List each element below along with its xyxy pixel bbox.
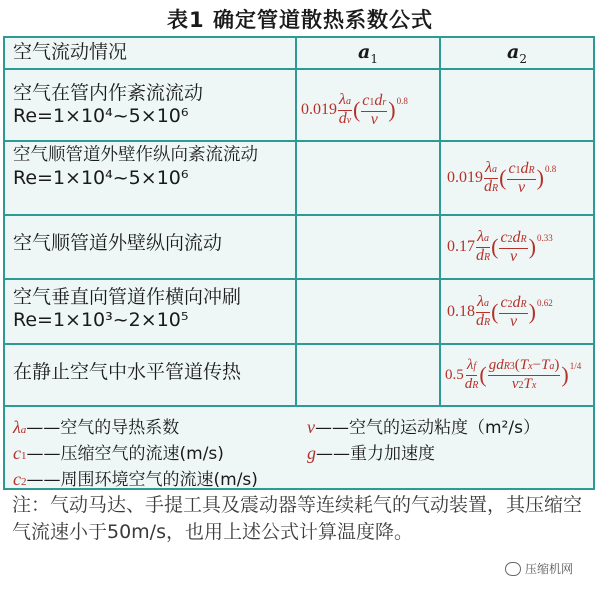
row-condition (5, 286, 295, 332)
formula-a1-row1: 0.019 $\frac{\lambda a}{dv}$ ( $\frac{c1dr}{\nu}$ ) 0.8 (301, 90, 408, 128)
exponent: 1/4 (569, 361, 582, 371)
condition-text: 空气在管内作紊流流动 (13, 82, 204, 104)
coefficient-table (3, 36, 595, 490)
reynolds-range: Re=1×10³~2×10⁵ (13, 309, 189, 331)
table-title: 表1 确定管道散热系数公式 (167, 8, 433, 32)
header-a1 (297, 41, 439, 66)
exponent: 0.62 (536, 298, 553, 308)
formula-a2-row3: 0.17 $\frac{\lambda a}{dR}$ ( $\frac{c2dR}{\nu}$ ) 0.33 (447, 227, 553, 265)
row-condition (5, 144, 295, 190)
formula-a2-row5: 0.5 $\frac{\lambda f}{dR}$ ( $\frac{\text{gdR3(Tx−Ta)}}{\nu 2Tx}$ ) 1/4 (445, 356, 582, 392)
row-divider (5, 278, 593, 280)
row-condition (5, 232, 295, 255)
coefficient: 0.019 (301, 101, 337, 118)
row-divider (5, 140, 593, 142)
coefficient: 0.5 (445, 366, 464, 383)
row-divider (5, 214, 593, 216)
a2-subscript: 2 (519, 51, 527, 66)
legend-text: ——空气的运动粘度（m²/s） (315, 418, 540, 438)
exponent: 0.8 (544, 164, 557, 174)
formula-a2-row4: 0.18 $\frac{\lambda a}{dR}$ ( $\frac{c2dR}{\nu}$ ) 0.62 (447, 292, 553, 330)
reynolds-range: Re=1×10⁴~5×10⁶ (13, 105, 189, 127)
legend-nu: ν——空气的运动粘度（m²/s） (307, 417, 540, 438)
row-divider (5, 405, 593, 407)
legend-text: ——重力加速度 (316, 444, 435, 464)
watermark (505, 560, 573, 577)
header-a2 (441, 41, 593, 66)
condition-text: 空气顺管道外壁纵向流动 (13, 232, 223, 254)
footnote: 注：气动马达、手提工具及震动器等连续耗气的气动装置，其压缩空气流速小于50m/s，也用上述公式计算温度降。 (12, 494, 583, 543)
row-divider (5, 68, 593, 70)
legend-g: g——重力加速度 (307, 443, 435, 464)
condition-text: 在静止空气中水平管道传热 (13, 361, 242, 383)
reynolds-range: Re=1×10⁴~5×10⁶ (13, 167, 189, 189)
a1-symbol: a (358, 41, 371, 63)
column-divider (439, 38, 441, 407)
header-condition: 空气流动情况 (13, 41, 128, 63)
column-divider (295, 38, 297, 407)
exponent: 0.8 (396, 96, 408, 106)
legend-text: ——压缩空气的流速(m/s) (26, 444, 224, 464)
a2-symbol: a (507, 41, 520, 63)
legend-c2: c2——周围环境空气的流速(m/s) (13, 469, 258, 490)
legend-text: ——空气的导热系数 (26, 418, 180, 438)
row-condition (5, 361, 295, 384)
condition-text: 空气顺管道外壁作纵向紊流流动 (13, 145, 258, 165)
legend-text: ——周围环境空气的流速(m/s) (26, 470, 258, 490)
exponent: 0.33 (536, 233, 553, 243)
legend-lambda: λa——空气的导热系数 (13, 417, 180, 438)
coefficient: 0.18 (447, 303, 475, 320)
condition-text: 空气垂直向管道作横向冲刷 (13, 286, 242, 308)
a1-subscript: 1 (370, 51, 378, 66)
row-divider (5, 343, 593, 345)
row-condition (5, 82, 295, 128)
coefficient: 0.019 (447, 169, 483, 186)
watermark-text: 压缩机网 (525, 562, 574, 576)
wechat-icon (505, 562, 521, 576)
legend-c1: c1——压缩空气的流速(m/s) (13, 443, 224, 464)
formula-a2-row2: 0.019 $\frac{\lambda a}{dR}$ ( $\frac{c1dR}{\nu}$ ) 0.8 (447, 158, 557, 196)
coefficient: 0.17 (447, 238, 475, 255)
